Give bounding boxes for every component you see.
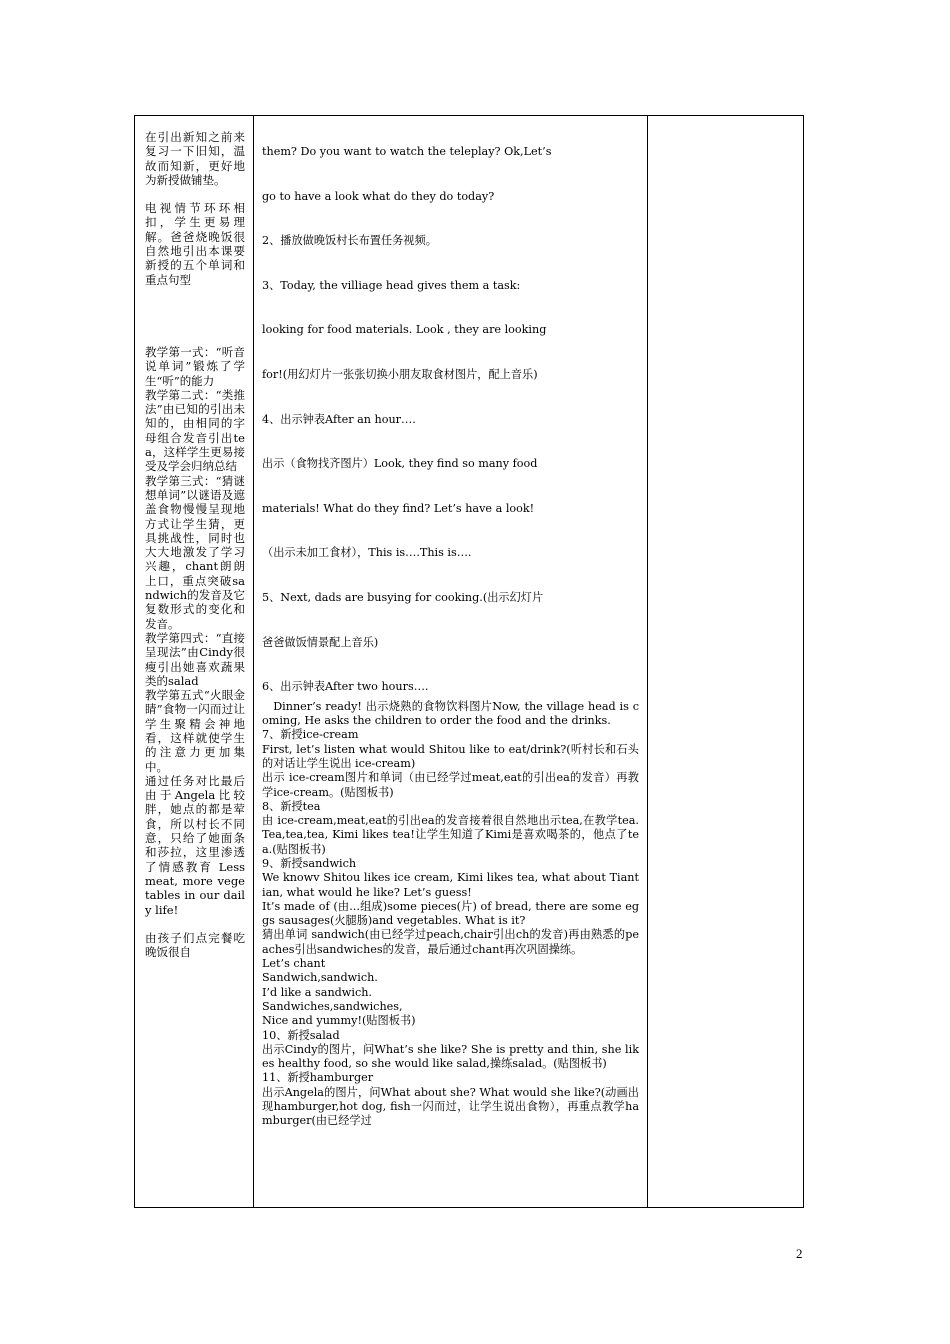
process-line: 5、Next, dads are busying for cooking.(出示幻灯片 — [262, 590, 544, 604]
process-line: go to have a look what do they do today? — [262, 189, 495, 203]
process-paragraph: 出示Angela的图片，问What about she? What would she like?(动画出现hamburger,hot dog, fish一闪而过，让学生说出食物），再重点教学hamburger(由已经学过 — [262, 1085, 639, 1128]
process-paragraph: Let’s chant — [262, 957, 326, 971]
note-paragraph: 教学第二式：“类推法”由已知的引出未知的，由相同的字母组合发音引出tea，这样学生更易接受及学会归纳总结 — [145, 387, 245, 474]
process-paragraph: 猜出单词 sandwich(由已经学过peach,chair引出ch的发音)再由熟悉的peaches引出sandwiches的发音，最后通过chant再次巩固操练。 — [262, 928, 639, 956]
note-paragraph: 教学第一式：“听音说单词”锻炼了学生“听”的能力 — [145, 344, 245, 388]
process-line: 出示（食物找齐图片）Look, they find so many food — [262, 457, 538, 471]
design-notes-column — [145, 130, 245, 1202]
note-paragraph: 通过任务对比最后由于Angela比较胖，她点的都是荤食，所以村长不同意，只给了她面条和莎拉，这里渗透了情感教育 Less meat, more vegetables in our daily life! — [145, 773, 245, 917]
process-paragraph: 出示Cindy的图片，问What’s she like? She is pretty and thin, she likes healthy food, so she would like salad,操练salad。(贴图板书) — [262, 1042, 639, 1071]
column-divider — [647, 116, 648, 1207]
process-paragraph: 8、新授tea — [262, 799, 321, 813]
process-paragraph: 7、新授ice-cream — [262, 728, 359, 742]
process-paragraph: We knowv Shitou likes ice cream, Kimi likes tea, what about Tiantian, what would he like? Let’s guess! — [262, 871, 639, 899]
process-line: for!(用幻灯片一张张切换小朋友取食材图片，配上音乐) — [262, 367, 538, 381]
process-paragraph: It’s made of (由...组成)some pieces(片) of bread, there are some eggs sausages(火腿肠)and vegetables. What is it? — [262, 899, 639, 928]
process-paragraph: 11、新授hamburger — [262, 1071, 374, 1085]
lesson-plan-table — [134, 115, 804, 1208]
process-line: materials! What do they find? Let’s have a look! — [262, 501, 535, 515]
process-paragraph: 10、新授salad — [262, 1028, 340, 1042]
process-paragraph: 由 ice-cream,meat,eat的引出ea的发音接着很自然地出示tea,在教学tea. Tea,tea,tea, Kimi likes tea!让学生知道了Kimi是喜欢喝茶的，他点了tea.(贴图板书) — [262, 814, 639, 856]
process-paragraph: 出示 ice-cream图片和单词（由已经学过meat,eat的引出ea的发音）再教学ice-cream。(贴图板书) — [262, 771, 639, 799]
teaching-process-column — [262, 130, 639, 1202]
note-paragraph: 由孩子们点完餐吃晚饭很自 — [145, 930, 245, 960]
note-paragraph: 教学第五式“火眼金睛”食物一闪而过让学生聚精会神地看，这样就使学生的注意力更加集中。 — [145, 688, 245, 774]
process-paragraph: Sandwiches,sandwiches, — [262, 999, 403, 1013]
process-line: （出示未加工食材），This is….This is…. — [262, 546, 472, 560]
note-paragraph: 教学第四式：“直接呈现法”由Cindy很瘦引出她喜欢蔬果类的salad — [145, 630, 245, 688]
process-paragraph: 9、新授sandwich — [262, 856, 357, 870]
process-line: looking for food materials. Look , they are looking — [262, 323, 547, 337]
process-line: 4、出示钟表After an hour…. — [262, 412, 416, 426]
process-paragraph: Sandwich,sandwich. — [262, 971, 378, 985]
process-line: 3、Today, the villiage head gives them a task: — [262, 278, 521, 292]
process-paragraph: Nice and yummy!(贴图板书) — [262, 1014, 416, 1028]
page-number: 2 — [796, 1246, 803, 1261]
process-line: 爸爸做饭情景配上音乐) — [262, 635, 379, 649]
note-paragraph: 在引出新知之前来复习一下旧知，温故而知新，更好地为新授做铺垫。 — [145, 130, 245, 187]
note-paragraph: 电视情节环环相扣，学生更易理解。爸爸烧晚饭很自然地引出本课要新授的五个单词和重点句型 — [145, 201, 245, 287]
process-paragraph: First, let’s listen what would Shitou like to eat/drink?(听村长和石头的对话让学生说出 ice-cream) — [262, 742, 639, 770]
column-divider — [253, 116, 254, 1207]
process-section-dense — [262, 700, 639, 1129]
process-section-spaced — [262, 130, 639, 710]
process-paragraph: I’d like a sandwich. — [262, 985, 372, 999]
process-line: 2、播放做晚饭村长布置任务视频。 — [262, 234, 437, 248]
note-paragraph: 教学第三式：“猜谜想单词”以谜语及遮盖食物慢慢呈现地方式让学生猜，更具挑战性，同时也大大地激发了学习兴趣，chant朗朗上口，重点突破sandwich的发音及它复数形式的变化和发音。 — [145, 473, 245, 631]
process-line: 6、出示钟表After two hours…. — [262, 680, 429, 694]
process-paragraph: Dinner’s ready! 出示烧熟的食物饮料图片Now, the village head is coming, He asks the children to order the food and the drinks. — [262, 699, 639, 728]
process-line: them? Do you want to watch the teleplay? Ok,Let’s — [262, 145, 552, 158]
